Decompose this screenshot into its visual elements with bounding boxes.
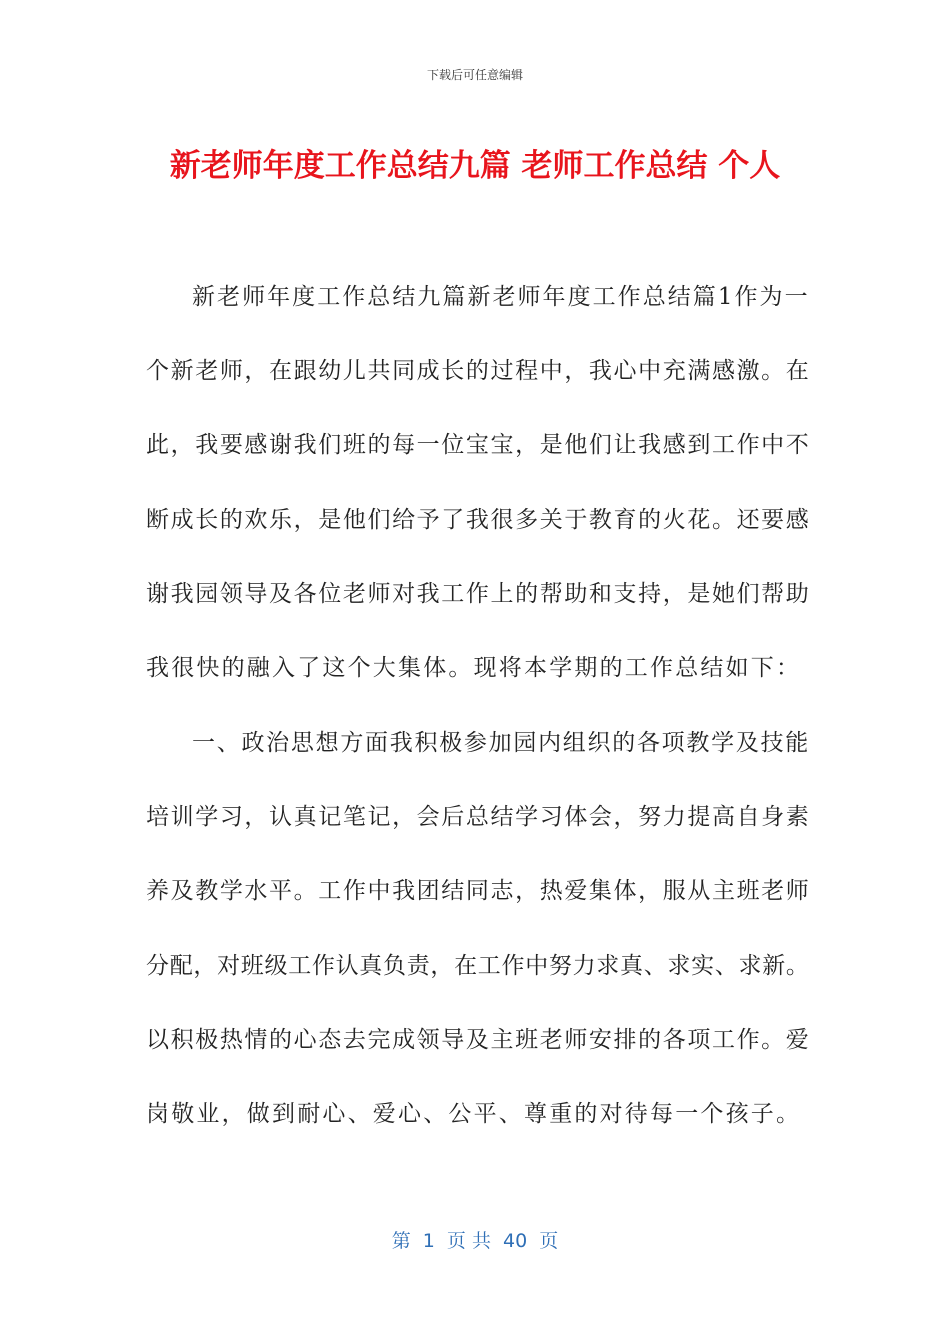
text-line-1: 新老师年度工作总结九篇新老师年度工作总结篇1作为一	[192, 284, 810, 310]
text-line-8: 培训学习，认真记笔记，会后总结学习体会，努力提高自身素	[146, 804, 811, 830]
text-line-3: 此，我要感谢我们班的每一位宝宝，是他们让我感到工作中不	[146, 432, 811, 458]
text-line-4: 断成长的欢乐，是他们给予了我很多关于教育的火花。还要感	[146, 507, 811, 533]
header-note: 下载后可任意编辑	[426, 68, 523, 82]
text-line-5: 谢我园领导及各位老师对我工作上的帮助和支持，是她们帮助	[146, 581, 811, 607]
text-line-12: 岗敬业，做到耐心、爱心、公平、尊重的对待每一个孩子。	[146, 1101, 802, 1127]
text-line-6: 我很快的融入了这个大集体。现将本学期的工作总结如下：	[146, 655, 802, 681]
text-line-2: 个新老师，在跟幼儿共同成长的过程中，我心中充满感激。在	[146, 358, 811, 384]
text-line-10: 分配，对班级工作认真负责，在工作中努力求真、求实、求新。	[146, 953, 810, 979]
document-title: 新老师年度工作总结九篇 老师工作总结 个人	[169, 148, 781, 184]
page-number-footer: 第 1 页 共 40 页	[391, 1230, 559, 1252]
text-line-7: 一、政治思想方面我积极参加园内组织的各项教学及技能	[192, 730, 810, 756]
text-line-11: 以积极热情的心态去完成领导及主班老师安排的各项工作。爱	[146, 1027, 811, 1053]
text-line-9: 养及教学水平。工作中我团结同志，热爱集体，服从主班老师	[146, 878, 811, 904]
